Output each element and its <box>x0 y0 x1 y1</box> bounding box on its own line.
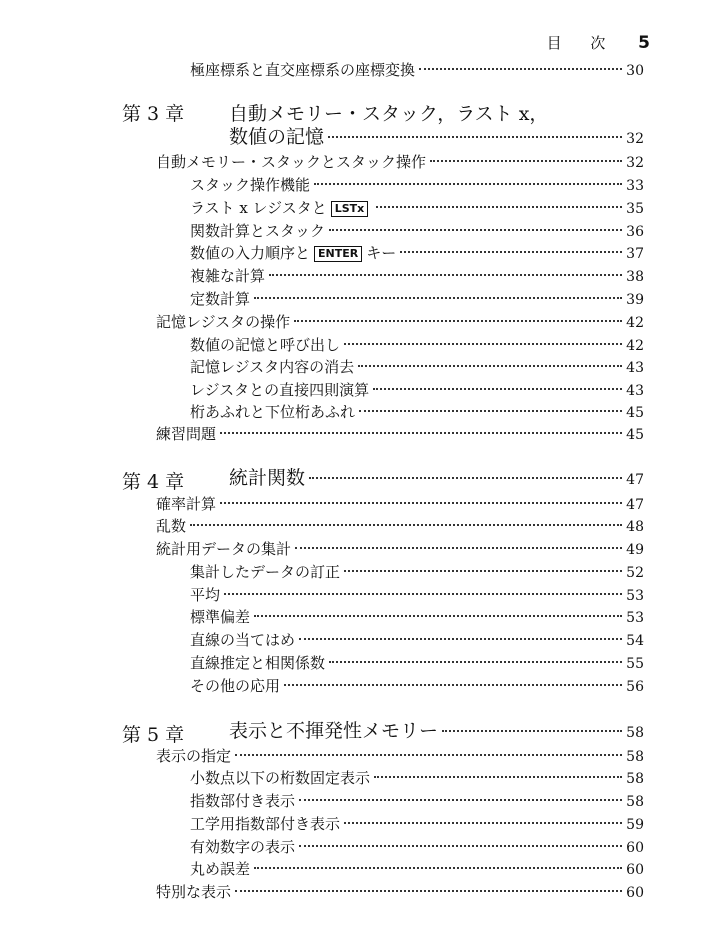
entry-title: 自動メモリー・スタックとスタック操作 <box>156 153 427 171</box>
chapter-title: 統計関数 <box>229 467 306 489</box>
key-cap: LSTx <box>331 201 369 217</box>
section-row <box>156 493 644 515</box>
page-number: 32 <box>626 155 644 171</box>
section-row <box>156 423 644 445</box>
dot-leader <box>442 730 622 732</box>
page-number: 37 <box>626 246 644 262</box>
subsection-row <box>190 561 644 583</box>
entry-title: 小数点以下の桁数固定表示 <box>190 769 371 787</box>
subsection-row <box>190 790 644 812</box>
page-number: 58 <box>626 725 644 741</box>
dot-leader <box>373 388 622 390</box>
entry-title: 標準偏差 <box>190 608 251 626</box>
page-number: 32 <box>626 131 644 147</box>
entry-title: 記憶レジスタ内容の消去 <box>190 358 355 376</box>
page-number: 60 <box>626 885 644 901</box>
page-number: 38 <box>626 269 644 285</box>
entry-title: 工学用指数部付き表示 <box>190 815 341 833</box>
page-number: 55 <box>626 656 644 672</box>
page-number: 58 <box>626 771 644 787</box>
dot-leader <box>294 320 622 322</box>
subsection-row <box>190 767 644 789</box>
page-number: 43 <box>626 360 644 376</box>
page-number: 30 <box>626 63 644 79</box>
page-number: 58 <box>626 749 644 765</box>
dot-leader <box>299 845 622 847</box>
section-row <box>156 311 644 333</box>
entry-title <box>190 197 372 219</box>
entry-title-text: 数値の入力順序と <box>190 244 311 262</box>
page-number: 48 <box>626 519 644 535</box>
subsection-row <box>190 813 644 835</box>
subsection-row <box>190 174 644 196</box>
section-row <box>156 538 644 560</box>
dot-leader <box>254 615 622 617</box>
entry-title: その他の応用 <box>190 677 281 695</box>
dot-leader <box>400 251 622 253</box>
subsection-row <box>190 59 644 81</box>
page-number: 47 <box>626 472 644 488</box>
dot-leader <box>190 524 622 526</box>
entry-title: 直線推定と相関係数 <box>190 654 326 672</box>
entry-title: 表示の指定 <box>156 747 232 765</box>
chapter-title: 表示と不揮発性メモリー <box>229 720 439 742</box>
dot-leader <box>284 684 622 686</box>
entry-title: 乱数 <box>156 517 187 535</box>
page-number: 45 <box>626 427 644 443</box>
subsection-row <box>190 675 644 697</box>
page-number: 39 <box>626 292 644 308</box>
page-number: 53 <box>626 588 644 604</box>
chapter-row <box>229 720 644 742</box>
section-row <box>156 881 644 903</box>
dot-leader <box>376 206 622 208</box>
page-number: 56 <box>626 679 644 695</box>
dot-leader <box>344 570 622 572</box>
subsection-row <box>190 584 644 606</box>
page-number: 54 <box>626 633 644 649</box>
subsection-row <box>190 288 644 310</box>
subsection-row <box>190 606 644 628</box>
dot-leader <box>344 343 622 345</box>
section-row <box>156 151 644 173</box>
dot-leader <box>254 297 622 299</box>
entry-title: 記憶レジスタの操作 <box>156 313 291 331</box>
entry-title-text: ラスト x レジスタと <box>190 199 327 217</box>
dot-leader <box>328 136 622 138</box>
page-number: 60 <box>626 862 644 878</box>
subsection-row <box>190 629 644 651</box>
page-number: 42 <box>626 338 644 354</box>
subsection-row <box>190 242 644 264</box>
entry-title: 有効数字の表示 <box>190 838 296 856</box>
entry-title: 丸め誤差 <box>190 860 251 878</box>
entry-title: 統計用データの集計 <box>156 540 292 558</box>
entry-title: 指数部付き表示 <box>190 792 296 810</box>
page-number: 45 <box>626 405 644 421</box>
entry-title: 平均 <box>190 586 221 604</box>
entry-title: 関数計算とスタック <box>190 222 326 240</box>
dot-leader <box>295 547 622 549</box>
header-page-number: 5 <box>638 33 652 53</box>
key-cap: ENTER <box>314 246 362 262</box>
entry-title: 複雑な計算 <box>190 267 266 285</box>
dot-leader <box>359 410 622 412</box>
page-number: 36 <box>626 224 644 240</box>
entry-title: 定数計算 <box>190 290 251 308</box>
subsection-row <box>190 652 644 674</box>
subsection-row <box>190 401 644 423</box>
dot-leader <box>329 229 622 231</box>
entry-title: 極座標系と直交座標系の座標変換 <box>190 61 416 79</box>
entry-title: 特別な表示 <box>156 883 232 901</box>
subsection-row <box>190 836 644 858</box>
chapter-number: 第 3 章 <box>122 103 185 125</box>
entry-title: レジスタとの直接四則演算 <box>190 381 370 399</box>
page-number: 35 <box>626 201 644 217</box>
dot-leader <box>344 822 622 824</box>
dot-leader <box>269 274 622 276</box>
dot-leader <box>254 867 622 869</box>
entry-title: 確率計算 <box>156 495 217 513</box>
header-label: 目 次 <box>546 34 618 52</box>
page-number: 58 <box>626 794 644 810</box>
page-number: 60 <box>626 840 644 856</box>
page-number: 59 <box>626 817 644 833</box>
dot-leader <box>220 432 622 434</box>
subsection-row <box>190 379 644 401</box>
page-number: 42 <box>626 315 644 331</box>
page-number: 53 <box>626 610 644 626</box>
subsection-row <box>190 265 644 287</box>
section-row <box>156 515 644 537</box>
section-row <box>156 745 644 767</box>
dot-leader <box>374 776 622 778</box>
dot-leader <box>235 754 622 756</box>
dot-leader <box>358 365 622 367</box>
subsection-row <box>190 197 644 219</box>
entry-title: スタック操作機能 <box>190 176 311 194</box>
dot-leader <box>309 477 622 479</box>
entry-title: 桁あふれと下位桁あふれ <box>190 403 356 421</box>
page-number: 33 <box>626 178 644 194</box>
dot-leader <box>235 890 622 892</box>
chapter-title-line1: 自動メモリー・スタック，ラスト x， <box>229 103 549 125</box>
dot-leader <box>220 502 622 504</box>
dot-leader <box>299 638 622 640</box>
dot-leader <box>299 799 622 801</box>
subsection-row <box>190 220 644 242</box>
subsection-row <box>190 334 644 356</box>
page-number: 49 <box>626 542 644 558</box>
subsection-row <box>190 858 644 880</box>
dot-leader <box>329 661 622 663</box>
entry-title: 数値の記憶と呼び出し <box>190 336 341 354</box>
chapter-number: 第 5 章 <box>122 724 185 746</box>
chapter-row <box>229 126 644 148</box>
dot-leader <box>430 160 622 162</box>
entry-title: 練習問題 <box>156 425 217 443</box>
chapter-row <box>229 467 644 489</box>
entry-title-suffix: キー <box>366 244 397 262</box>
dot-leader <box>419 68 622 70</box>
page-number: 47 <box>626 497 644 513</box>
chapter-number: 第 4 章 <box>122 471 185 493</box>
page-number: 52 <box>626 565 644 581</box>
dot-leader <box>224 593 622 595</box>
entry-title <box>190 242 396 264</box>
page-number: 43 <box>626 383 644 399</box>
entry-title: 直線の当てはめ <box>190 631 296 649</box>
chapter-title-line2: 数値の記憶 <box>229 126 325 148</box>
subsection-row <box>190 356 644 378</box>
entry-title: 集計したデータの訂正 <box>190 563 341 581</box>
dot-leader <box>314 183 622 185</box>
